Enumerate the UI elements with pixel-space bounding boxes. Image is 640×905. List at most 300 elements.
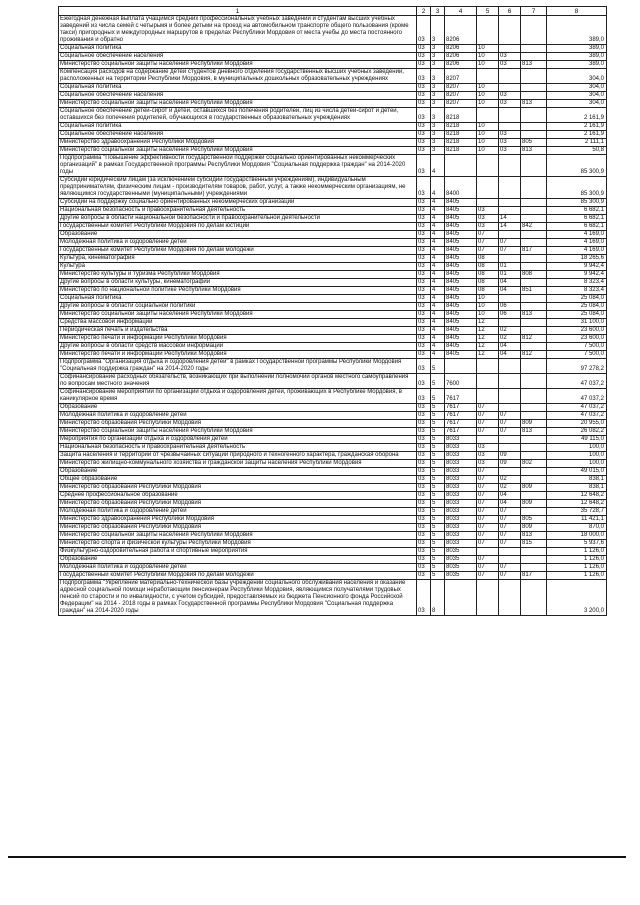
code-col-3: 5: [431, 516, 445, 524]
code-col-6: [499, 45, 521, 53]
code-col-2: 03: [417, 100, 431, 108]
code-col-3: 4: [431, 207, 445, 215]
code-col-7: [521, 580, 547, 616]
amount-cell: 7 500,0: [547, 351, 607, 359]
code-col-5: [477, 155, 499, 177]
row-description: Среднее профессиональное образование: [59, 492, 417, 500]
code-col-3: 5: [431, 548, 445, 556]
row-description: Мероприятия по организации отдыха и оздоровления детей: [59, 436, 417, 444]
code-col-4: 8206: [445, 45, 477, 53]
code-col-5: 03: [477, 452, 499, 460]
code-col-2: 03: [417, 155, 431, 177]
code-col-4: 8405: [445, 295, 477, 303]
code-col-3: 4: [431, 247, 445, 255]
amount-cell: 389,0: [547, 16, 607, 45]
amount-cell: 389,0: [547, 61, 607, 69]
code-col-5: [477, 177, 499, 199]
table-row: [59, 131, 607, 139]
code-col-4: 8218: [445, 139, 477, 147]
code-col-3: 5: [431, 452, 445, 460]
code-col-7: [521, 123, 547, 131]
table-row: [59, 428, 607, 436]
code-col-2: 03: [417, 508, 431, 516]
table-row: [59, 556, 607, 564]
code-col-3: 4: [431, 263, 445, 271]
row-description: Подпрограмма "Повышение эффективности государственной поддержки социально ориентированных некоммерческих организаций" в рамках Государственной программы Республики Мордовия "Социальная поддержка граждан" на 2014-2020 годы: [59, 155, 417, 177]
code-col-5: 10: [477, 295, 499, 303]
table-row: [59, 508, 607, 516]
code-col-7: [521, 359, 547, 374]
column-header: 5: [477, 7, 499, 16]
code-col-6: 14: [499, 215, 521, 223]
row-description: Социальное обеспечение населения: [59, 131, 417, 139]
code-col-2: 03: [417, 343, 431, 351]
code-col-7: 851: [521, 287, 547, 295]
code-col-7: [521, 155, 547, 177]
code-col-2: 03: [417, 16, 431, 45]
code-col-5: [477, 108, 499, 123]
row-description: Общее образование: [59, 476, 417, 484]
row-description: Министерство печати и информации Республики Мордовия: [59, 351, 417, 359]
amount-cell: 4 169,0: [547, 231, 607, 239]
code-col-2: 03: [417, 412, 431, 420]
code-col-7: [521, 389, 547, 404]
amount-cell: 47 037,2: [547, 412, 607, 420]
amount-cell: 31 100,0: [547, 319, 607, 327]
code-col-3: 4: [431, 303, 445, 311]
code-col-7: [521, 108, 547, 123]
code-col-5: 10: [477, 123, 499, 131]
code-col-7: 813: [521, 311, 547, 319]
code-col-7: 805: [521, 139, 547, 147]
code-col-5: 12: [477, 319, 499, 327]
code-col-3: 3: [431, 147, 445, 155]
amount-cell: 4 169,0: [547, 239, 607, 247]
code-col-2: 03: [417, 271, 431, 279]
code-col-2: 03: [417, 327, 431, 335]
row-description: Культура, кинематография: [59, 255, 417, 263]
code-col-6: 07: [499, 428, 521, 436]
code-col-5: 10: [477, 100, 499, 108]
code-col-7: [521, 255, 547, 263]
code-col-5: [477, 199, 499, 207]
code-col-5: 07: [477, 420, 499, 428]
table-row: [59, 295, 607, 303]
code-col-5: 07: [477, 476, 499, 484]
row-description: Министерство спорта и физической культуры Республики Мордовия: [59, 540, 417, 548]
row-description: Государственный комитет Республики Мордовия по делам юстиции: [59, 223, 417, 231]
amount-cell: 2 161,9: [547, 131, 607, 139]
code-col-2: 03: [417, 207, 431, 215]
code-col-7: [521, 319, 547, 327]
amount-cell: 47 037,2: [547, 389, 607, 404]
row-description: Министерство социальной защиты населения Республики Мордовия: [59, 532, 417, 540]
code-col-3: 4: [431, 215, 445, 223]
code-col-4: 8033: [445, 476, 477, 484]
code-col-5: 07: [477, 428, 499, 436]
table-row: [59, 271, 607, 279]
code-col-6: 04: [499, 351, 521, 359]
table-row: [59, 572, 607, 580]
table-row: [59, 532, 607, 540]
table-row: [59, 223, 607, 231]
code-col-4: 8035: [445, 564, 477, 572]
code-col-2: 03: [417, 436, 431, 444]
column-header: 2: [417, 7, 431, 16]
code-col-5: 08: [477, 279, 499, 287]
code-col-3: 4: [431, 327, 445, 335]
code-col-3: 4: [431, 295, 445, 303]
code-col-5: 07: [477, 231, 499, 239]
column-header: 8: [547, 7, 607, 16]
code-col-4: 8405: [445, 247, 477, 255]
code-col-5: 07: [477, 404, 499, 412]
amount-cell: 49 115,0: [547, 436, 607, 444]
table-row: [59, 580, 607, 616]
code-col-7: [521, 468, 547, 476]
row-description: Образование: [59, 556, 417, 564]
code-col-7: [521, 131, 547, 139]
code-col-7: [521, 177, 547, 199]
amount-cell: 2 161,9: [547, 123, 607, 131]
code-col-4: 8405: [445, 255, 477, 263]
table-row: [59, 177, 607, 199]
code-col-7: [521, 476, 547, 484]
column-header: 1: [59, 7, 417, 16]
code-col-5: 07: [477, 540, 499, 548]
amount-cell: 25 084,0: [547, 295, 607, 303]
table-row: [59, 92, 607, 100]
table-row: [59, 359, 607, 374]
code-col-2: 03: [417, 492, 431, 500]
row-description: Субсидии на поддержку социально ориентированных некоммерческих организаций: [59, 199, 417, 207]
code-col-6: [499, 436, 521, 444]
code-col-7: 842: [521, 223, 547, 231]
code-col-6: [499, 404, 521, 412]
code-col-5: 07: [477, 516, 499, 524]
code-col-6: [499, 255, 521, 263]
code-col-4: 8033: [445, 492, 477, 500]
amount-cell: 1 126,0: [547, 548, 607, 556]
code-col-7: [521, 436, 547, 444]
code-col-6: 06: [499, 311, 521, 319]
table-row: [59, 420, 607, 428]
table-body: [59, 7, 607, 616]
row-description: Министерство образования Республики Мордовия: [59, 484, 417, 492]
amount-cell: 97 278,2: [547, 359, 607, 374]
code-col-7: 802: [521, 460, 547, 468]
code-col-6: [499, 444, 521, 452]
code-col-3: 5: [431, 476, 445, 484]
table-row: [59, 327, 607, 335]
code-col-7: [521, 508, 547, 516]
row-description: Национальная безопасность и правоохранительная деятельность: [59, 444, 417, 452]
code-col-2: 03: [417, 404, 431, 412]
amount-cell: 3 200,0: [547, 580, 607, 616]
code-col-4: [445, 155, 477, 177]
code-col-6: [499, 108, 521, 123]
code-col-2: 03: [417, 484, 431, 492]
code-col-5: 10: [477, 45, 499, 53]
code-col-6: [499, 295, 521, 303]
code-col-3: 5: [431, 484, 445, 492]
code-col-5: 07: [477, 556, 499, 564]
table-row: [59, 389, 607, 404]
code-col-2: 03: [417, 564, 431, 572]
row-description: Физкультурно-оздоровительная работа и спортивные мероприятия: [59, 548, 417, 556]
row-description: Министерство образования Республики Мордовия: [59, 500, 417, 508]
code-col-3: 5: [431, 460, 445, 468]
code-col-5: 07: [477, 508, 499, 516]
code-col-3: 4: [431, 351, 445, 359]
code-col-2: 03: [417, 319, 431, 327]
code-col-7: [521, 279, 547, 287]
code-col-4: 8207: [445, 84, 477, 92]
code-col-5: 03: [477, 460, 499, 468]
code-col-5: 07: [477, 484, 499, 492]
amount-cell: 1 126,0: [547, 564, 607, 572]
amount-cell: 304,0: [547, 84, 607, 92]
amount-cell: 2 161,9: [547, 108, 607, 123]
code-col-4: 8033: [445, 436, 477, 444]
table-row: [59, 374, 607, 389]
amount-cell: 8 323,4: [547, 279, 607, 287]
column-header-row: [59, 7, 607, 16]
table-row: [59, 279, 607, 287]
amount-cell: 25 084,0: [547, 311, 607, 319]
row-description: Другие вопросы в области средств массовой информации: [59, 343, 417, 351]
amount-cell: 100,0: [547, 460, 607, 468]
table-row: [59, 404, 607, 412]
code-col-5: 03: [477, 207, 499, 215]
code-col-6: 07: [499, 532, 521, 540]
code-col-4: [445, 580, 477, 616]
table-row: [59, 69, 607, 84]
code-col-5: [477, 436, 499, 444]
row-description: Министерство социальной защиты населения Республики Мордовия: [59, 61, 417, 69]
code-col-5: 07: [477, 492, 499, 500]
code-col-3: 5: [431, 389, 445, 404]
amount-cell: 18 000,0: [547, 532, 607, 540]
amount-cell: 870,0: [547, 524, 607, 532]
code-col-4: 8400: [445, 177, 477, 199]
code-col-4: 8405: [445, 351, 477, 359]
code-col-4: 8033: [445, 484, 477, 492]
code-col-6: 07: [499, 564, 521, 572]
code-col-6: [499, 84, 521, 92]
code-col-3: 3: [431, 61, 445, 69]
code-col-5: 12: [477, 327, 499, 335]
row-description: Образование: [59, 468, 417, 476]
budget-table: [58, 6, 607, 616]
code-col-7: 813: [521, 100, 547, 108]
code-col-4: 8033: [445, 532, 477, 540]
code-col-6: [499, 468, 521, 476]
code-col-2: 03: [417, 295, 431, 303]
table-row: [59, 564, 607, 572]
code-col-7: 809: [521, 484, 547, 492]
code-col-2: 03: [417, 199, 431, 207]
code-col-4: 8405: [445, 303, 477, 311]
code-col-5: 12: [477, 343, 499, 351]
amount-cell: 1 126,0: [547, 556, 607, 564]
amount-cell: 49 015,0: [547, 468, 607, 476]
code-col-6: [499, 389, 521, 404]
row-description: Молодежная политика и оздоровление детей: [59, 564, 417, 572]
row-description: Государственный комитет Республики Мордовия по делам молодежи: [59, 247, 417, 255]
amount-cell: 23 600,0: [547, 335, 607, 343]
column-header: 7: [521, 7, 547, 16]
code-col-3: 4: [431, 279, 445, 287]
table-row: [59, 147, 607, 155]
table-row: [59, 239, 607, 247]
table-row: [59, 468, 607, 476]
code-col-5: 10: [477, 84, 499, 92]
code-col-6: 03: [499, 131, 521, 139]
code-col-4: 7600: [445, 374, 477, 389]
amount-cell: 85 300,9: [547, 199, 607, 207]
table-row: [59, 492, 607, 500]
code-col-5: 07: [477, 564, 499, 572]
code-col-6: [499, 374, 521, 389]
code-col-7: [521, 215, 547, 223]
code-col-4: 7617: [445, 420, 477, 428]
code-col-7: 813: [521, 428, 547, 436]
code-col-3: 4: [431, 223, 445, 231]
code-col-3: 4: [431, 343, 445, 351]
code-col-6: [499, 207, 521, 215]
code-col-5: 10: [477, 53, 499, 61]
code-col-5: 07: [477, 532, 499, 540]
table-row: [59, 460, 607, 468]
table-row: [59, 255, 607, 263]
code-col-4: 8207: [445, 69, 477, 84]
code-col-3: 3: [431, 139, 445, 147]
table-row: [59, 215, 607, 223]
code-col-5: [477, 69, 499, 84]
code-col-5: 08: [477, 287, 499, 295]
amount-cell: 389,0: [547, 53, 607, 61]
code-col-2: 03: [417, 335, 431, 343]
code-col-7: 815: [521, 540, 547, 548]
code-col-7: [521, 404, 547, 412]
code-col-7: [521, 564, 547, 572]
code-col-5: [477, 374, 499, 389]
code-col-7: [521, 556, 547, 564]
code-col-3: 5: [431, 468, 445, 476]
code-col-5: 12: [477, 351, 499, 359]
code-col-2: 03: [417, 428, 431, 436]
code-col-6: 07: [499, 540, 521, 548]
code-col-4: 8405: [445, 311, 477, 319]
code-col-2: 03: [417, 53, 431, 61]
code-col-5: 03: [477, 223, 499, 231]
code-col-2: 03: [417, 239, 431, 247]
code-col-6: [499, 548, 521, 556]
budget-table-sheet: [58, 6, 606, 616]
code-col-2: 03: [417, 108, 431, 123]
table-row: [59, 436, 607, 444]
code-col-3: 5: [431, 492, 445, 500]
table-row: [59, 343, 607, 351]
code-col-3: 4: [431, 199, 445, 207]
code-col-5: 07: [477, 572, 499, 580]
amount-cell: 2 111,1: [547, 139, 607, 147]
code-col-2: 03: [417, 131, 431, 139]
code-col-2: 03: [417, 389, 431, 404]
code-col-7: 809: [521, 420, 547, 428]
code-col-6: [499, 556, 521, 564]
code-col-6: 02: [499, 327, 521, 335]
code-col-7: [521, 452, 547, 460]
code-col-3: 4: [431, 311, 445, 319]
code-col-6: [499, 177, 521, 199]
code-col-5: 07: [477, 412, 499, 420]
code-col-4: 7617: [445, 389, 477, 404]
code-col-5: 03: [477, 215, 499, 223]
code-col-3: 4: [431, 319, 445, 327]
code-col-5: [477, 389, 499, 404]
code-col-3: 5: [431, 540, 445, 548]
row-description: Образование: [59, 404, 417, 412]
code-col-4: 8207: [445, 100, 477, 108]
code-col-4: 8405: [445, 223, 477, 231]
code-col-3: 4: [431, 335, 445, 343]
code-col-5: 10: [477, 131, 499, 139]
code-col-3: 5: [431, 428, 445, 436]
code-col-2: 03: [417, 84, 431, 92]
table-row: [59, 231, 607, 239]
amount-cell: 47 037,2: [547, 404, 607, 412]
code-col-6: 03: [499, 100, 521, 108]
code-col-4: 8033: [445, 444, 477, 452]
code-col-2: 03: [417, 532, 431, 540]
code-col-2: 03: [417, 255, 431, 263]
table-row: [59, 452, 607, 460]
row-description: Министерство здравоохранения Республики Мордовия: [59, 139, 417, 147]
table-row: [59, 84, 607, 92]
amount-cell: 47 037,2: [547, 374, 607, 389]
code-col-2: 03: [417, 139, 431, 147]
code-col-2: 03: [417, 548, 431, 556]
code-col-3: 3: [431, 69, 445, 84]
code-col-6: 07: [499, 524, 521, 532]
code-col-4: 8033: [445, 524, 477, 532]
code-col-7: [521, 16, 547, 45]
row-description: Социальная политика: [59, 84, 417, 92]
code-col-7: [521, 84, 547, 92]
amount-cell: 100,0: [547, 444, 607, 452]
code-col-7: [521, 295, 547, 303]
amount-cell: 304,0: [547, 92, 607, 100]
code-col-7: 817: [521, 247, 547, 255]
code-col-7: 809: [521, 524, 547, 532]
code-col-4: 8405: [445, 279, 477, 287]
code-col-6: 03: [499, 92, 521, 100]
code-col-7: [521, 444, 547, 452]
code-col-5: 07: [477, 524, 499, 532]
row-description: Другие вопросы в области социальной политики: [59, 303, 417, 311]
code-col-2: 03: [417, 61, 431, 69]
row-description: Подпрограмма "Укрепление материально-технической базы учреждений социального обслуживания населения и оказание адресной социальной помощи неработающим пенсионерам Республики Мордовия, являющимся получателями трудовых пенсий по старости и по инвалидности, с учетом субсидий, предоставляемых из бюджета Пенсионного фонда Российской Федерации" на 2014 - 2018 годы в рамках Государственной программы Республики Мордовия "Социальная поддержка граждан" на 2014-2020 годы: [59, 580, 417, 616]
code-col-3: 5: [431, 412, 445, 420]
code-col-7: 808: [521, 271, 547, 279]
code-col-7: [521, 548, 547, 556]
code-col-4: 8405: [445, 215, 477, 223]
page-bottom-rule: [8, 856, 626, 858]
code-col-6: 01: [499, 263, 521, 271]
table-row: [59, 247, 607, 255]
